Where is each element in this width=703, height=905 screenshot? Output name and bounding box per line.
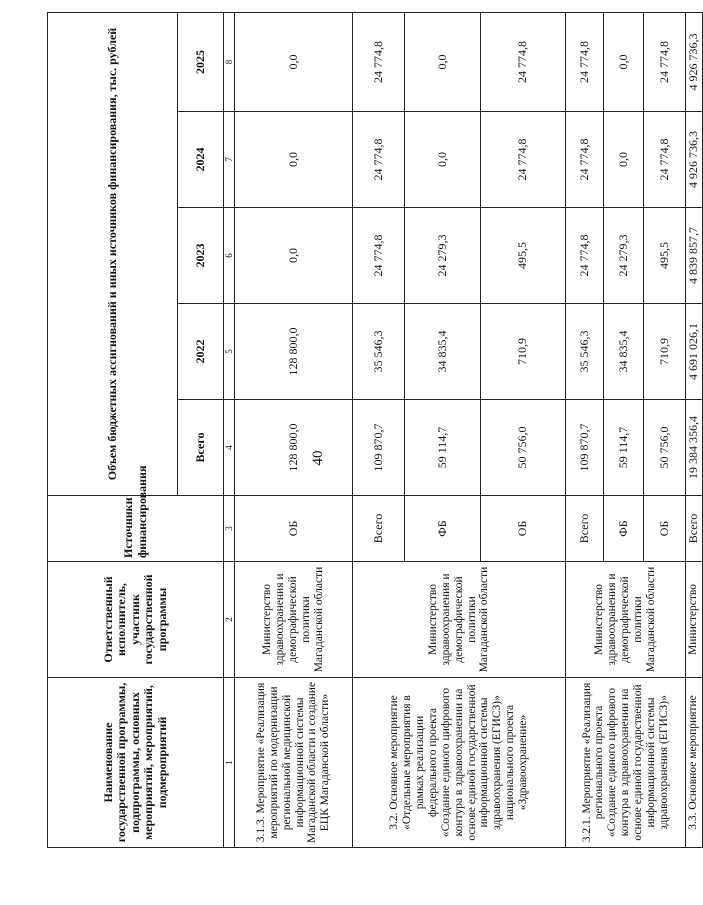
header-responsible-cell: Ответственный исполнитель, участник государственной программы [48,562,224,678]
column-number: 6 [224,208,235,304]
value-cell: 710,9 [644,304,686,400]
header-budget-group-cell: Объем бюджетных ассигнований и иных источников финансирования, тыс. рублей [48,12,178,495]
value-cell: 0,0 [405,12,481,111]
value-cell: 59 114,7 [405,400,481,496]
value-cell: 0,0 [235,12,353,111]
value-cell: 24 774,8 [481,12,566,111]
value-cell: 50 756,0 [644,400,686,496]
responsible-cell: Министерство здравоохранения и демографической политики Магаданской области [566,562,686,678]
value-cell: 24 774,8 [566,208,604,304]
responsible-cell: Министерство [686,562,702,678]
rotated-table-wrapper [47,13,701,848]
value-cell: 0,0 [604,112,644,208]
value-cell: 24 774,8 [353,112,405,208]
value-cell: 24 774,8 [481,112,566,208]
page-number: 40 [310,450,326,466]
activity-name-cell: 3.2.1. Мероприятие «Реализация регионального проекта «Создание единого цифрового контура в здравоохранении на основе единой государственной информационной системы здравоохранения (ЕГИСЗ)» [566,678,686,848]
header-year-2022: 2022 [178,304,224,400]
source-cell: Всего [353,496,405,562]
header-year-2025: 2025 [178,12,224,111]
activity-name-cell: 3.3. Основное мероприятие [686,678,702,848]
responsible-cell: Министерство здравоохранения и демографической политики Магаданской области [235,562,353,678]
value-cell: 0,0 [235,208,353,304]
source-cell: ФБ [405,496,481,562]
value-cell: 4 926 736,3 [686,112,702,208]
value-cell: 59 114,7 [604,400,644,496]
value-cell: 35 546,3 [566,304,604,400]
column-number: 4 [224,400,235,496]
value-cell: 24 774,8 [644,112,686,208]
value-cell: 24 774,8 [644,12,686,111]
table-row [235,12,353,847]
column-number: 3 [224,496,235,562]
value-cell: 0,0 [405,112,481,208]
value-cell: 24 279,3 [604,208,644,304]
header-year-total: Всего [178,400,224,496]
value-cell: 4 926 736,3 [686,12,702,111]
activity-name-cell: 3.2. Основное мероприятие «Отдельные мероприятия в рамках реализации федерального проекта «Создание единого цифрового контура в здравоохранении на основе единой государственной информационной системы здравоохранения (ЕГИСЗ)» национального проекта «Здравоохранение» [353,678,566,848]
value-cell: 19 384 356,4 [686,400,702,496]
header-name-cell: Наименование государственной программы, подпрограммы, основных мероприятий, мероприятий, подмероприятий [48,678,224,848]
value-cell: 0,0 [604,12,644,111]
header-year-2024: 2024 [178,112,224,208]
activity-name-cell: 3.1.3. Мероприятие «Реализация мероприятий по модернизации региональной медицинской информационной системы Магаданской области и создание ЕЦК Магаданской области» [235,678,353,848]
responsible-cell: Министерство здравоохранения и демографической политики Магаданской области [353,562,566,678]
table-row [353,12,405,847]
column-number: 2 [224,562,235,678]
value-cell: 495,5 [644,208,686,304]
value-cell: 0,0 [235,112,353,208]
column-number: 1 [224,678,235,848]
value-cell: 4 839 857,7 [686,208,702,304]
value-cell: 109 870,7 [566,400,604,496]
value-cell: 34 835,4 [405,304,481,400]
value-cell: 710,9 [481,304,566,400]
table-body [235,12,702,847]
value-cell: 34 835,4 [604,304,644,400]
column-number: 7 [224,112,235,208]
header-source-cell: Источники финансирования [48,496,224,562]
column-number: 5 [224,304,235,400]
table-row [686,12,702,847]
value-cell: 4 691 026,1 [686,304,702,400]
table-row [566,12,604,847]
value-cell: 24 774,8 [353,208,405,304]
value-cell: 24 774,8 [566,112,604,208]
value-cell: 35 546,3 [353,304,405,400]
value-cell: 128 800,0 [235,400,353,496]
source-cell: ФБ [604,496,644,562]
value-cell: 50 756,0 [481,400,566,496]
column-number-row [224,12,235,847]
source-cell: Всего [566,496,604,562]
source-cell: Всего [686,496,702,562]
budget-table [47,12,703,848]
source-cell: ОБ [481,496,566,562]
value-cell: 128 800,0 [235,304,353,400]
value-cell: 24 774,8 [353,12,405,111]
table-header [48,12,235,847]
source-cell: ОБ [644,496,686,562]
source-cell: ОБ [235,496,353,562]
value-cell: 109 870,7 [353,400,405,496]
header-year-2023: 2023 [178,208,224,304]
value-cell: 24 279,3 [405,208,481,304]
value-cell: 24 774,8 [566,12,604,111]
column-number: 8 [224,12,235,111]
value-cell: 495,5 [481,208,566,304]
